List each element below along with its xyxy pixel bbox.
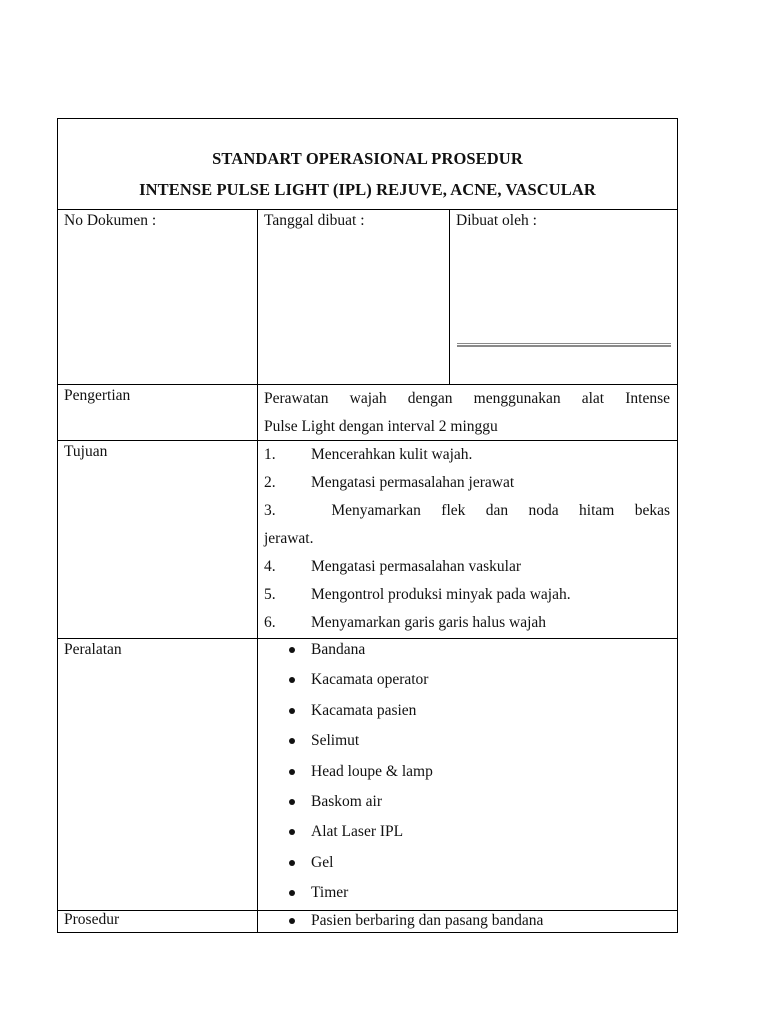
list-item: Alat Laser IPL [264,817,670,847]
peralatan-label: Peralatan [64,641,122,658]
tujuan-row [58,441,677,639]
list-item: Head loupe & lamp [264,757,670,787]
list-item: 3. Menyamarkan flek dan noda hitam bekas [264,502,671,519]
signature-line [457,343,671,347]
document-subtitle: INTENSE PULSE LIGHT (IPL) REJUVE, ACNE, VASCULAR [139,180,596,199]
list-item: Kacamata operator [264,665,670,695]
tujuan-label: Tujuan [64,443,108,460]
list-item: Timer [264,878,670,908]
bullet-icon [289,677,295,683]
bullet-icon [289,647,295,653]
tujuan-list [264,441,670,637]
title-block [58,119,677,210]
list-item: Kacamata pasien [264,696,670,726]
list-item: Pasien berbaring dan pasang bandana [264,906,670,936]
bullet-icon [289,708,295,714]
pengertian-label: Pengertian [64,387,131,404]
pengertian-content [264,385,670,441]
list-item: Baskom air [264,787,670,817]
pengertian-line: Pulse Light dengan interval 2 minggu [264,418,498,435]
bullet-icon [289,890,295,896]
prosedur-list [264,906,670,936]
sop-document [57,118,678,933]
list-item: 1. Mencerahkan kulit wajah. [264,446,473,463]
peralatan-list [264,635,670,909]
peralatan-row [58,639,677,911]
document-title: STANDART OPERASIONAL PROSEDUR [212,149,523,168]
list-item-continuation: jerawat. [264,530,314,547]
pengertian-row [58,385,677,441]
bullet-icon [289,918,295,924]
bullet-icon [289,860,295,866]
bullet-icon [289,799,295,805]
list-item: Gel [264,848,670,878]
list-item: 2. Mengatasi permasalahan jerawat [264,474,515,491]
pengertian-line: Perawatan wajah dengan menggunakan alat Intense [264,390,670,407]
meta-row [58,210,677,385]
list-item: 6. Menyamarkan garis garis halus wajah [264,614,547,631]
bullet-icon [289,738,295,744]
list-item: Bandana [264,635,670,665]
tanggal-dibuat-label: Tanggal dibuat : [264,212,365,229]
list-item: Selimut [264,726,670,756]
list-item: 5. Mengontrol produksi minyak pada wajah. [264,586,571,603]
bullet-icon [289,829,295,835]
list-item: 4. Mengatasi permasalahan vaskular [264,558,522,575]
dibuat-oleh-label: Dibuat oleh : [456,212,537,229]
no-dokumen-label: No Dokumen : [64,212,157,229]
bullet-icon [289,769,295,775]
prosedur-row [58,911,677,932]
prosedur-label: Prosedur [64,911,120,928]
